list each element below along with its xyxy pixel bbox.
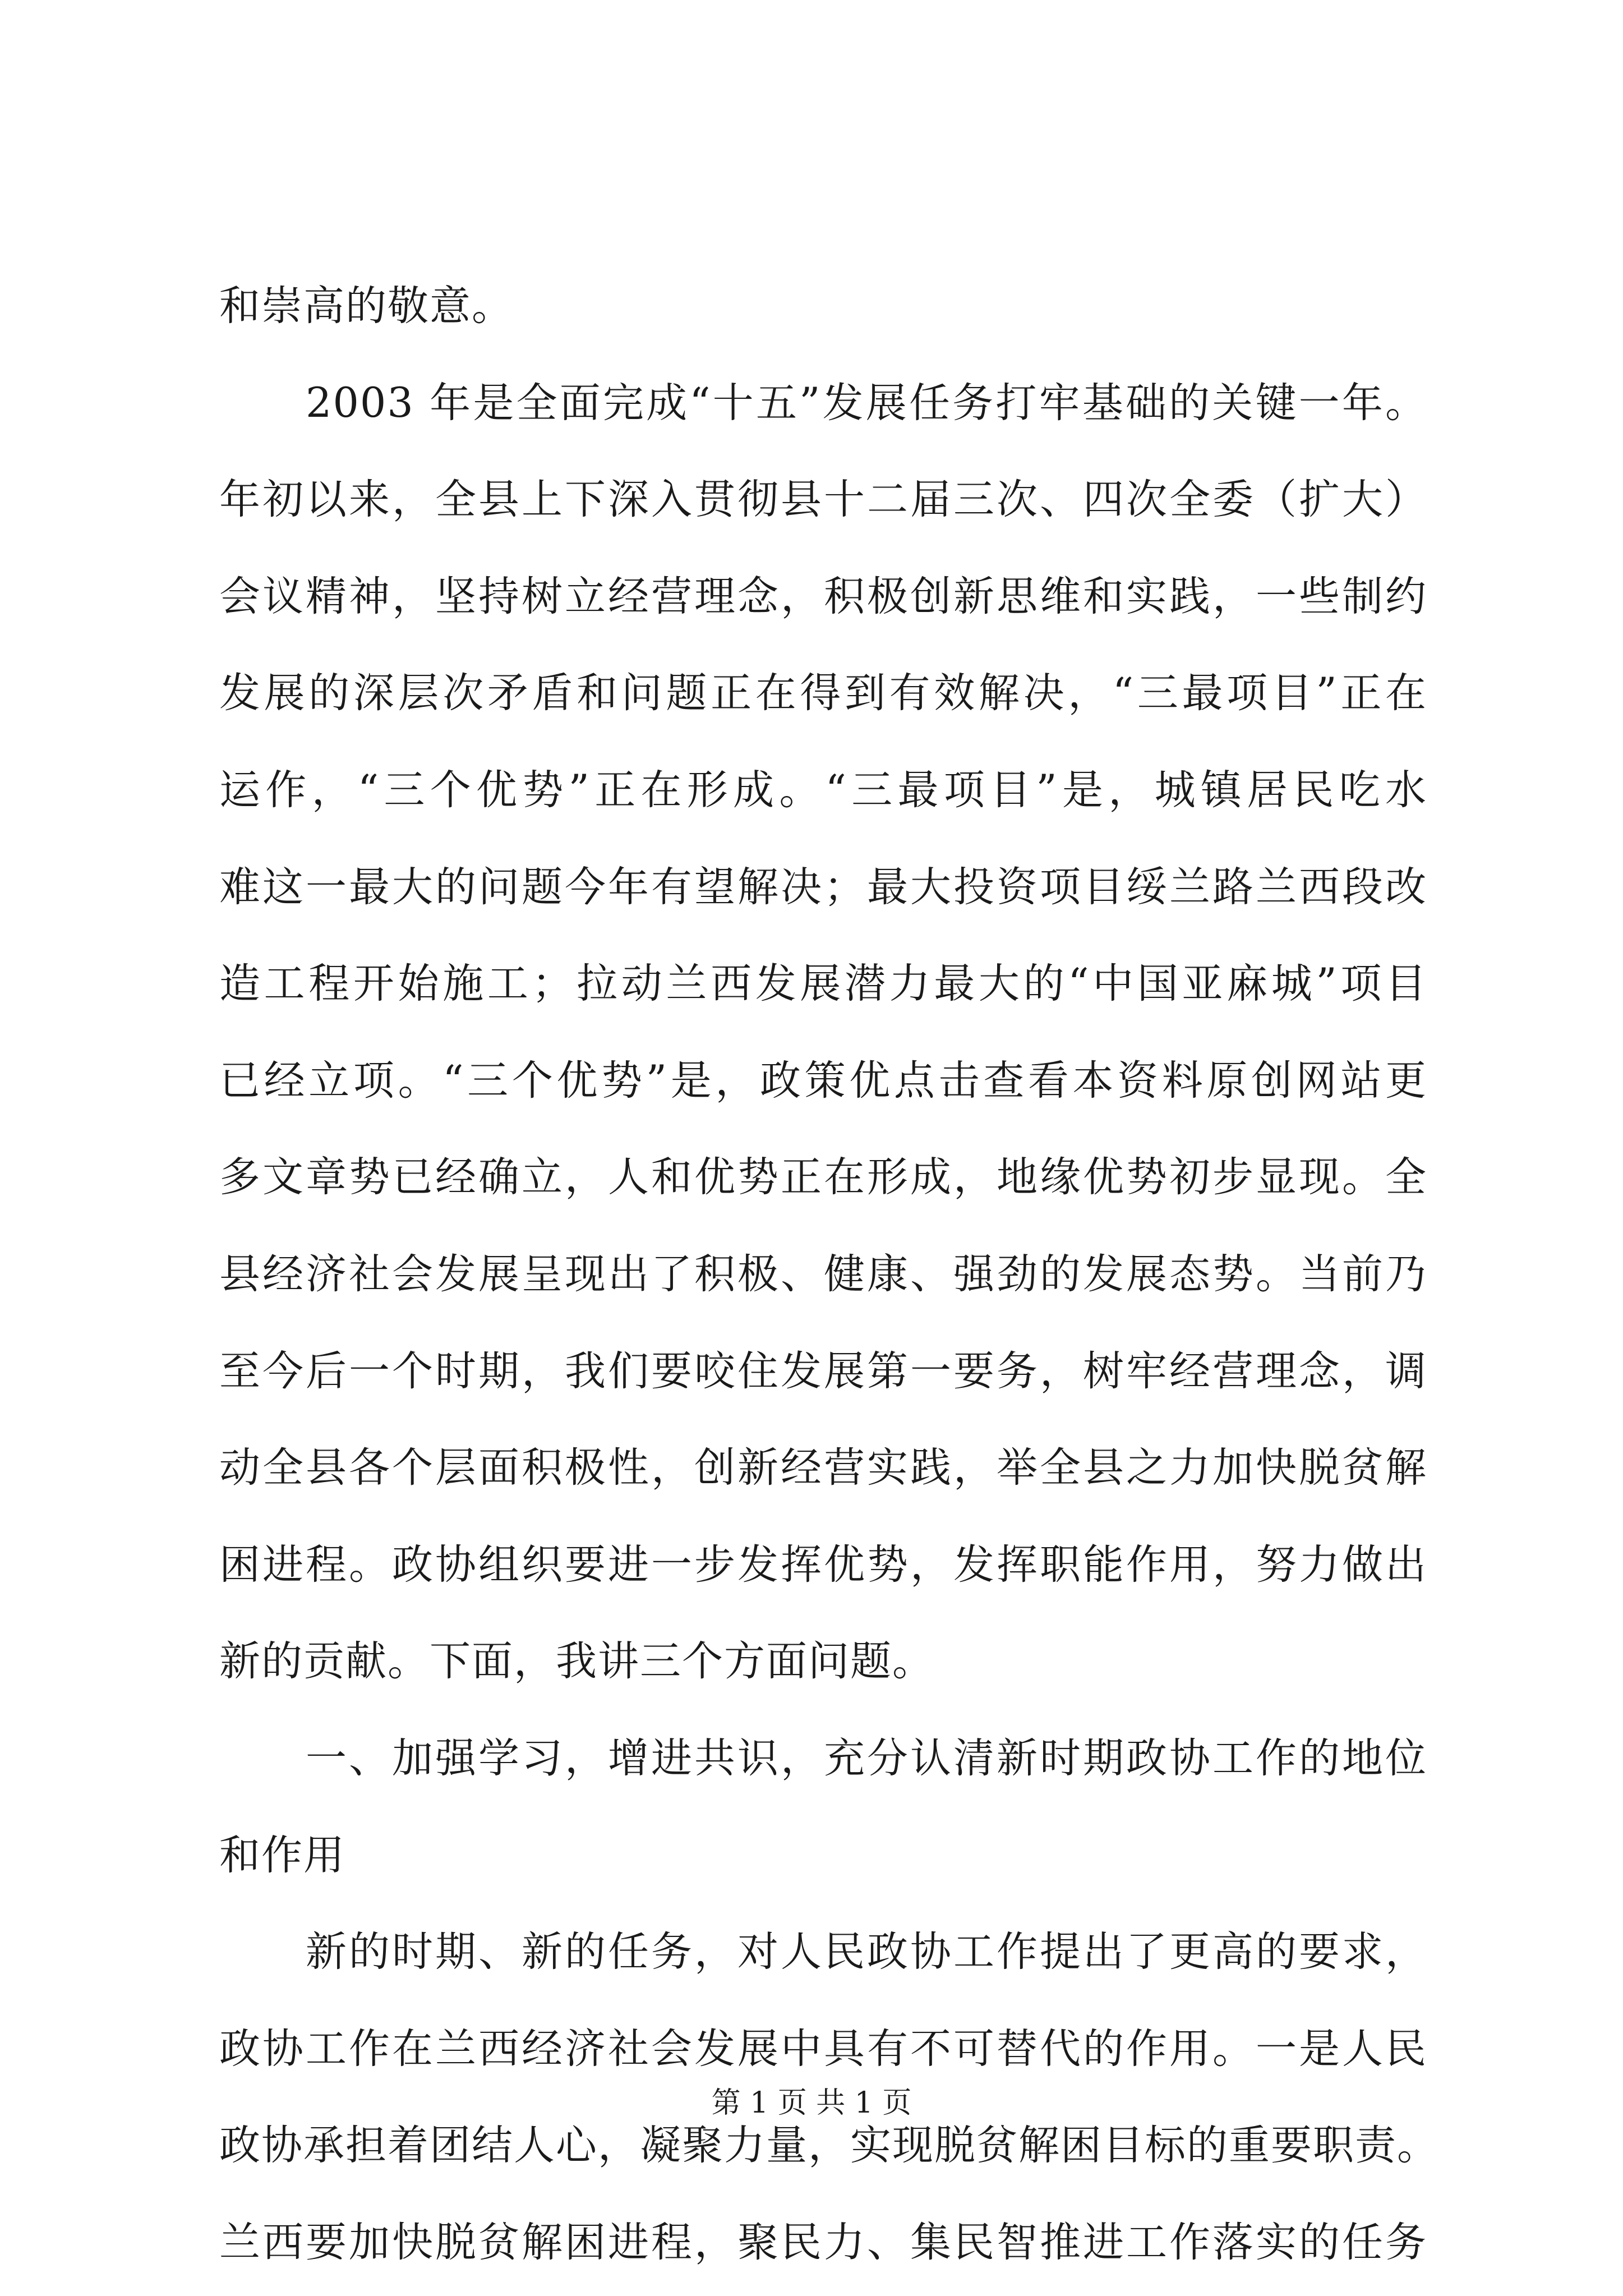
- text-line: 已经立项。“三个优势”是，政策优点击查看本资料原创网站更: [219, 1056, 1427, 1105]
- text-line: 兰西要加快脱贫解困进程，聚民力、集民智推进工作落实的任务: [219, 2218, 1427, 2266]
- text-line: 政协承担着团结人心，凝聚力量，实现脱贫解困目标的重要职责。: [219, 2122, 1439, 2170]
- text-line: 多文章势已经确立，人和优势正在形成，地缘优势初步显现。全: [219, 1153, 1427, 1202]
- text-line: 难这一最大的问题今年有望解决；最大投资项目绥兰路兰西段改: [219, 863, 1427, 911]
- text-line: 2003 年是全面完成“十五”发展任务打牢基础的关键一年。: [306, 379, 1427, 427]
- text-line: 发展的深层次矛盾和问题正在得到有效解决，“三最项目”正在: [219, 669, 1427, 717]
- text-line: 至今后一个时期，我们要咬住发展第一要务，树牢经营理念，调: [219, 1347, 1427, 1395]
- text-line: 会议精神，坚持树立经营理念，积极创新思维和实践，一些制约: [219, 572, 1427, 620]
- text-line: 动全县各个层面积极性，创新经营实践，举全县之力加快脱贫解: [219, 1444, 1427, 1492]
- text-line: 和崇高的敬意。: [219, 282, 514, 330]
- text-line: 政协工作在兰西经济社会发展中具有不可替代的作用。一是人民: [219, 2024, 1427, 2073]
- section-heading-line: 一、加强学习，增进共识，充分认清新时期政协工作的地位: [306, 1734, 1427, 1782]
- text-line: 县经济社会发展呈现出了积极、健康、强劲的发展态势。当前乃: [219, 1250, 1427, 1298]
- text-line: 困进程。政协组织要进一步发挥优势，发挥职能作用，努力做出: [219, 1540, 1427, 1589]
- section-heading-line: 和作用: [219, 1831, 345, 1879]
- text-line: 新的时期、新的任务，对人民政协工作提出了更高的要求，: [306, 1928, 1427, 1976]
- text-line: 造工程开始施工；拉动兰西发展潜力最大的“中国亚麻城”项目: [219, 960, 1427, 1008]
- text-line: 年初以来，全县上下深入贯彻县十二届三次、四次全委（扩大）: [219, 476, 1427, 524]
- page-number-footer: 第 1 页 共 1 页: [711, 2086, 912, 2120]
- text-line: 运作，“三个优势”正在形成。“三最项目”是，城镇居民吃水: [219, 766, 1427, 814]
- text-line: 新的贡献。下面，我讲三个方面问题。: [219, 1637, 934, 1686]
- document-body: [219, 258, 1439, 2291]
